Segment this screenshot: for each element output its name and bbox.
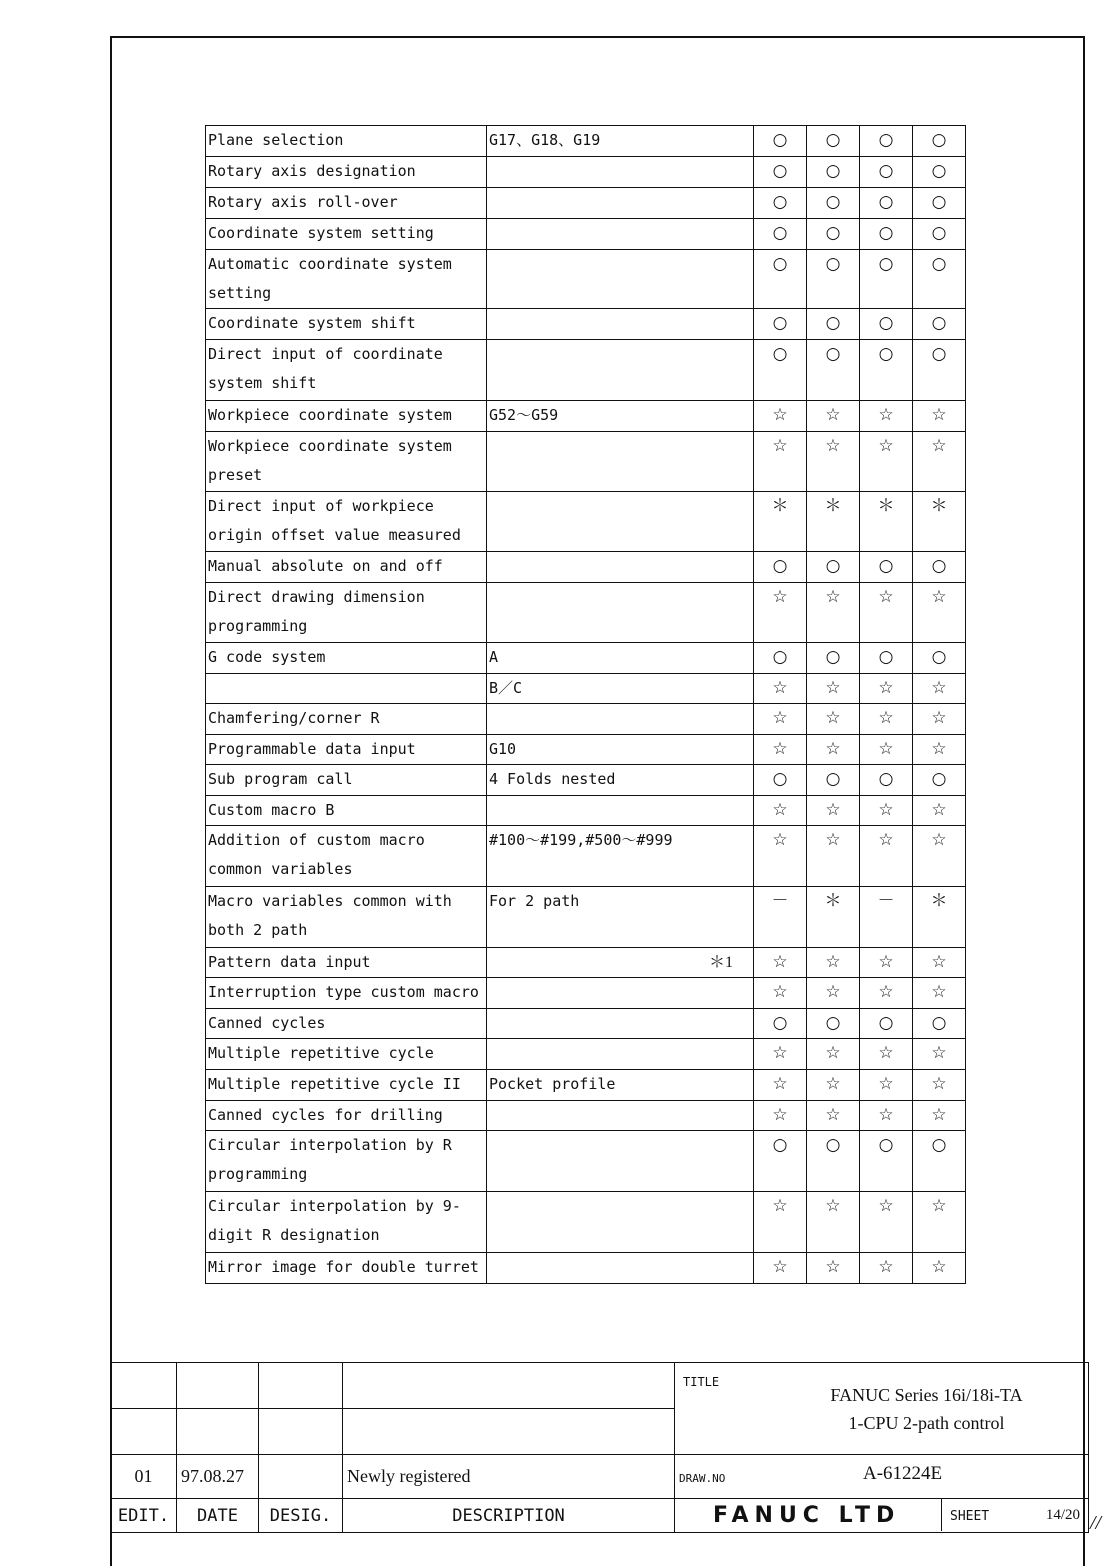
feature-name: Pattern data input (206, 948, 487, 978)
availability-mark: ☆ (754, 826, 807, 887)
spec-row (206, 1009, 966, 1039)
spec-row (206, 583, 966, 643)
availability-mark: ☆ (860, 583, 913, 643)
feature-spec (487, 978, 754, 1009)
availability-mark: ○ (913, 1131, 966, 1192)
feature-name: Custom macro B (206, 796, 487, 826)
feature-name: Rotary axis roll-over (206, 188, 487, 219)
feature-name: Canned cycles for drilling (206, 1101, 487, 1131)
feature-spec (487, 492, 754, 552)
availability-mark: ＊ (754, 492, 807, 552)
availability-mark: ○ (754, 1009, 807, 1039)
spec-row (206, 432, 966, 492)
availability-mark: ○ (754, 765, 807, 796)
spec-row (206, 948, 966, 978)
title-block (110, 1362, 1089, 1533)
availability-mark: ○ (807, 219, 860, 250)
footnote-ref: ＊1 (708, 954, 733, 971)
feature-name: Multiple repetitive cycle (206, 1039, 487, 1070)
title-label: TITLE (683, 1375, 720, 1389)
availability-mark: ○ (860, 1131, 913, 1192)
availability-mark: ☆ (807, 826, 860, 887)
availability-mark: ☆ (913, 583, 966, 643)
availability-mark: ☆ (754, 1101, 807, 1131)
availability-mark: ○ (754, 643, 807, 674)
availability-mark: ☆ (807, 674, 860, 704)
availability-mark: ＊ (860, 492, 913, 552)
feature-name: Programmable data input (206, 735, 487, 765)
spec-row (206, 309, 966, 340)
availability-mark: ☆ (913, 978, 966, 1009)
availability-mark: ○ (913, 1009, 966, 1039)
availability-mark: ☆ (754, 1192, 807, 1253)
availability-mark: ☆ (913, 1070, 966, 1101)
availability-mark: ○ (913, 219, 966, 250)
feature-spec-text: G17、G18、G19 (489, 131, 601, 149)
feature-spec (487, 796, 754, 826)
feature-name: Coordinate system shift (206, 309, 487, 340)
feature-spec-text: 4 Folds nested (489, 770, 616, 788)
drawing-number-label: DRAW.NO (679, 1472, 726, 1485)
spec-row (206, 1070, 966, 1101)
availability-mark: ☆ (860, 401, 913, 432)
sheet-box (941, 1499, 1088, 1531)
feature-name: Sub program call (206, 765, 487, 796)
availability-mark: ○ (860, 188, 913, 219)
feature-name: Rotary axis designation (206, 157, 487, 188)
spec-row (206, 765, 966, 796)
availability-mark: ○ (913, 250, 966, 309)
availability-mark: ☆ (913, 948, 966, 978)
feature-name: Mirror image for double turret (206, 1253, 487, 1284)
availability-mark: ＊ (807, 492, 860, 552)
spec-row (206, 1131, 966, 1192)
availability-mark: ☆ (860, 432, 913, 492)
availability-mark: ☆ (754, 1039, 807, 1070)
availability-mark: ○ (860, 643, 913, 674)
availability-mark: ＊ (807, 887, 860, 948)
availability-mark: ○ (860, 309, 913, 340)
availability-mark: ☆ (807, 704, 860, 735)
feature-spec (487, 340, 754, 401)
availability-mark: ☆ (913, 401, 966, 432)
availability-mark: ☆ (913, 826, 966, 887)
feature-name: Workpiece coordinate system preset (206, 432, 487, 492)
revision-cell (259, 1409, 343, 1455)
feature-spec (487, 309, 754, 340)
availability-mark: ☆ (913, 674, 966, 704)
availability-mark: ☆ (860, 978, 913, 1009)
availability-mark: ○ (807, 126, 860, 157)
function-spec-table-body (206, 126, 966, 1284)
header-description: DESCRIPTION (343, 1499, 675, 1533)
spec-row (206, 340, 966, 401)
availability-mark: － (860, 887, 913, 948)
availability-mark: ○ (860, 126, 913, 157)
availability-mark: ○ (860, 157, 913, 188)
spec-row (206, 1101, 966, 1131)
availability-mark: ☆ (860, 1070, 913, 1101)
drawing-number: A-61224E (863, 1463, 943, 1484)
availability-mark: ☆ (913, 432, 966, 492)
availability-mark: ○ (860, 765, 913, 796)
spec-row (206, 796, 966, 826)
feature-spec-text: A (489, 648, 499, 666)
spec-row (206, 674, 966, 704)
feature-spec (487, 250, 754, 309)
edit-number: 01 (111, 1455, 177, 1499)
availability-mark: ○ (913, 340, 966, 401)
feature-spec-text: G52～G59 (489, 406, 559, 424)
availability-mark: ○ (754, 157, 807, 188)
feature-spec (487, 401, 754, 432)
feature-spec (487, 735, 754, 765)
feature-spec (487, 1009, 754, 1039)
feature-name: Circular interpolation by R programming (206, 1131, 487, 1192)
availability-mark: ☆ (754, 704, 807, 735)
availability-mark: ○ (807, 340, 860, 401)
feature-spec (487, 126, 754, 157)
availability-mark: ☆ (807, 1070, 860, 1101)
designer-cell (259, 1455, 343, 1499)
availability-mark: ☆ (807, 1192, 860, 1253)
availability-mark: ○ (754, 309, 807, 340)
feature-spec (487, 1101, 754, 1131)
feature-name: Workpiece coordinate system (206, 401, 487, 432)
availability-mark: ☆ (807, 432, 860, 492)
feature-name: Macro variables common with both 2 path (206, 887, 487, 948)
spec-row (206, 401, 966, 432)
availability-mark: ☆ (807, 583, 860, 643)
spec-row (206, 250, 966, 309)
availability-mark: ○ (860, 552, 913, 583)
feature-spec (487, 1192, 754, 1253)
feature-name (206, 674, 487, 704)
spec-row (206, 492, 966, 552)
availability-mark: ☆ (913, 796, 966, 826)
availability-mark: ☆ (754, 796, 807, 826)
sheet-number: 14/20 (1045, 1507, 1080, 1523)
feature-spec-text: Pocket profile (489, 1075, 616, 1093)
availability-mark: ☆ (913, 1192, 966, 1253)
feature-spec-text: #100～#199,#500～#999 (489, 831, 673, 849)
spec-row (206, 887, 966, 948)
availability-mark: ☆ (807, 1253, 860, 1284)
revision-cell (111, 1409, 177, 1455)
availability-mark: ○ (807, 157, 860, 188)
availability-mark: ☆ (754, 674, 807, 704)
availability-mark: ○ (754, 552, 807, 583)
availability-mark: ☆ (860, 674, 913, 704)
function-spec-table (205, 125, 966, 1284)
availability-mark: ☆ (754, 1070, 807, 1101)
spec-row (206, 1253, 966, 1284)
feature-name: Canned cycles (206, 1009, 487, 1039)
feature-spec-text: For 2 path (489, 892, 580, 910)
availability-mark: ○ (807, 309, 860, 340)
availability-mark: ☆ (754, 948, 807, 978)
spec-row (206, 704, 966, 735)
availability-mark: ☆ (860, 1039, 913, 1070)
availability-mark: ○ (754, 126, 807, 157)
availability-mark: ＊ (913, 887, 966, 948)
feature-name: Interruption type custom macro (206, 978, 487, 1009)
feature-spec (487, 948, 754, 978)
availability-mark: ○ (807, 765, 860, 796)
revision-description: Newly registered (343, 1455, 675, 1499)
availability-mark: ○ (860, 1009, 913, 1039)
availability-mark: ○ (913, 157, 966, 188)
revision-cell (111, 1363, 177, 1409)
availability-mark: ☆ (860, 948, 913, 978)
revision-date: 97.08.27 (177, 1455, 259, 1499)
availability-mark: ☆ (860, 796, 913, 826)
feature-spec (487, 1131, 754, 1192)
company-cell (675, 1499, 1089, 1533)
availability-mark: ☆ (807, 401, 860, 432)
availability-mark: ○ (807, 552, 860, 583)
availability-mark: ○ (807, 1131, 860, 1192)
availability-mark: ☆ (860, 1253, 913, 1284)
spec-row (206, 643, 966, 674)
feature-spec (487, 1039, 754, 1070)
availability-mark: ○ (860, 219, 913, 250)
availability-mark: ☆ (754, 432, 807, 492)
availability-mark: ☆ (860, 735, 913, 765)
availability-mark: ○ (807, 1009, 860, 1039)
availability-mark: ○ (913, 552, 966, 583)
spec-row (206, 735, 966, 765)
spec-row (206, 978, 966, 1009)
availability-mark: ☆ (860, 704, 913, 735)
feature-name: Coordinate system setting (206, 219, 487, 250)
header-designer: DESIG. (259, 1499, 343, 1533)
feature-spec (487, 826, 754, 887)
feature-name: Chamfering/corner R (206, 704, 487, 735)
availability-mark: ○ (913, 643, 966, 674)
availability-mark: ☆ (913, 1039, 966, 1070)
feature-spec (487, 219, 754, 250)
header-edit: EDIT. (111, 1499, 177, 1533)
revision-cell (343, 1363, 675, 1409)
company-name: FANUC LTD (713, 1503, 901, 1528)
availability-mark: ☆ (807, 735, 860, 765)
availability-mark: ☆ (860, 826, 913, 887)
feature-name: Addition of custom macro common variables (206, 826, 487, 887)
availability-mark: ○ (754, 219, 807, 250)
availability-mark: ☆ (913, 735, 966, 765)
availability-mark: ○ (754, 340, 807, 401)
title-line-1: FANUC Series 16i/18i-TA (830, 1385, 1023, 1405)
feature-spec (487, 552, 754, 583)
availability-mark: ○ (913, 765, 966, 796)
margin-annotation: // (1090, 1512, 1102, 1534)
availability-mark: ☆ (807, 1101, 860, 1131)
availability-mark: ○ (913, 126, 966, 157)
revision-cell (177, 1363, 259, 1409)
feature-name: Manual absolute on and off (206, 552, 487, 583)
feature-name: Automatic coordinate system setting (206, 250, 487, 309)
availability-mark: ☆ (807, 948, 860, 978)
availability-mark: ☆ (754, 1253, 807, 1284)
availability-mark: ☆ (913, 1253, 966, 1284)
availability-mark: ☆ (860, 1192, 913, 1253)
availability-mark: ☆ (754, 401, 807, 432)
availability-mark: ○ (807, 188, 860, 219)
availability-mark: ☆ (807, 796, 860, 826)
feature-name: Circular interpolation by 9-digit R designation (206, 1192, 487, 1253)
spec-row (206, 826, 966, 887)
availability-mark: ○ (807, 643, 860, 674)
spec-row (206, 552, 966, 583)
availability-mark: ○ (754, 188, 807, 219)
spec-row (206, 157, 966, 188)
availability-mark: ○ (860, 250, 913, 309)
feature-spec (487, 188, 754, 219)
availability-mark: ☆ (754, 735, 807, 765)
feature-name: G code system (206, 643, 487, 674)
availability-mark: ○ (807, 250, 860, 309)
sheet-label: SHEET (950, 1509, 990, 1524)
availability-mark: ○ (913, 188, 966, 219)
feature-spec (487, 887, 754, 948)
feature-name: Direct input of workpiece origin offset value measured (206, 492, 487, 552)
revision-cell (177, 1409, 259, 1455)
availability-mark: ○ (754, 1131, 807, 1192)
availability-mark: ☆ (913, 1101, 966, 1131)
availability-mark: ＊ (913, 492, 966, 552)
spec-row (206, 1192, 966, 1253)
feature-spec (487, 583, 754, 643)
spec-row (206, 126, 966, 157)
availability-mark: ○ (754, 250, 807, 309)
feature-name: Direct input of coordinate system shift (206, 340, 487, 401)
availability-mark: ○ (913, 309, 966, 340)
feature-spec (487, 765, 754, 796)
revision-cell (343, 1409, 675, 1455)
feature-name: Plane selection (206, 126, 487, 157)
feature-spec-text: G10 (489, 740, 517, 758)
feature-name: Direct drawing dimension programming (206, 583, 487, 643)
availability-mark: ○ (860, 340, 913, 401)
spec-row (206, 188, 966, 219)
feature-spec (487, 674, 754, 704)
revision-cell (259, 1363, 343, 1409)
title-line-2: 1-CPU 2-path control (848, 1413, 1005, 1433)
feature-spec (487, 704, 754, 735)
drawing-number-cell (675, 1455, 1089, 1499)
spec-row (206, 1039, 966, 1070)
availability-mark: ☆ (807, 978, 860, 1009)
feature-spec (487, 432, 754, 492)
availability-mark: － (754, 887, 807, 948)
feature-spec (487, 643, 754, 674)
feature-name: Multiple repetitive cycle II (206, 1070, 487, 1101)
availability-mark: ☆ (754, 583, 807, 643)
feature-spec (487, 157, 754, 188)
header-date: DATE (177, 1499, 259, 1533)
feature-spec (487, 1070, 754, 1101)
availability-mark: ☆ (860, 1101, 913, 1131)
spec-row (206, 219, 966, 250)
feature-spec-text: B／C (489, 679, 523, 697)
availability-mark: ☆ (913, 704, 966, 735)
title-cell (675, 1363, 1089, 1455)
feature-spec (487, 1253, 754, 1284)
availability-mark: ☆ (754, 978, 807, 1009)
availability-mark: ☆ (807, 1039, 860, 1070)
